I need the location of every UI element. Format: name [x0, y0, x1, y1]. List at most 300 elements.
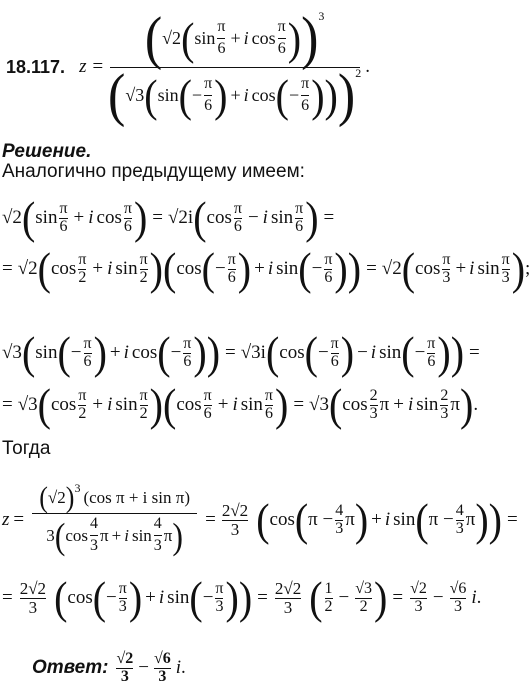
math-minus: −	[202, 587, 214, 608]
solution-heading: Решение.	[2, 141, 92, 162]
math-plus: +	[73, 207, 85, 228]
math-cos: cos	[269, 509, 295, 530]
math-cos: cos	[206, 207, 232, 228]
math-n2: 2	[359, 597, 368, 615]
math-fraction	[119, 581, 127, 616]
math-plus: +	[230, 28, 241, 48]
math-close: )	[488, 493, 502, 546]
math-n6: 6	[277, 40, 286, 57]
math-i: i	[107, 258, 113, 279]
math-i: i	[158, 587, 165, 608]
problem-numerator	[144, 5, 325, 71]
math-sin: sin	[167, 587, 190, 608]
math-close: )	[450, 326, 465, 379]
math-cos: cos	[65, 525, 89, 545]
math-n6: 6	[217, 40, 226, 57]
math-open: (	[415, 493, 429, 546]
answer-line	[32, 644, 186, 692]
math-close: )	[340, 326, 355, 379]
math-open: (	[92, 571, 107, 624]
math-fraction	[275, 580, 301, 617]
math-n3: 3	[46, 525, 55, 545]
math-plus: +	[109, 342, 121, 363]
math-eq: =	[366, 258, 377, 279]
math-sin: sin	[194, 28, 216, 48]
math-n3: 3	[501, 268, 510, 286]
math-cos: cos	[415, 258, 441, 279]
math-close: )	[287, 12, 302, 64]
fraction-bar	[90, 535, 98, 536]
math-fraction	[442, 252, 450, 287]
math-pi: π	[78, 386, 87, 404]
math-cos: cos	[96, 207, 122, 228]
math-i: i	[469, 258, 475, 279]
math-n6: 6	[324, 268, 333, 286]
math-sqrt3: √3	[2, 342, 22, 363]
math-sqrt2: √2	[410, 579, 427, 597]
eq-line-4	[2, 378, 479, 431]
math-n3: 3	[442, 268, 451, 286]
math-pi: π	[324, 250, 333, 268]
math-n6: 6	[59, 217, 68, 235]
math-four-thirds-pi-tail: π	[465, 509, 476, 530]
math-sin: sin	[393, 509, 416, 530]
math-pi-minus: π −	[428, 509, 454, 530]
math-cos-pi-plus-isin-pi: (cos π + i sin π)	[83, 488, 190, 508]
math-open: (	[298, 242, 312, 295]
math-pi: π	[203, 386, 212, 404]
fraction-bar	[301, 95, 309, 96]
math-pi: π	[295, 199, 304, 217]
math-fraction	[59, 201, 67, 236]
math-close: )	[238, 571, 253, 624]
math-close: )	[301, 5, 319, 71]
math-n3: 3	[230, 519, 240, 539]
math-sin: sin	[115, 258, 138, 279]
then-fraction	[32, 480, 197, 557]
fraction-bar	[32, 513, 197, 514]
math-open: (	[256, 493, 270, 546]
math-i: i	[407, 394, 414, 415]
math-open: (	[21, 191, 36, 244]
math-minus: −	[338, 587, 350, 608]
eq-line-6	[2, 572, 481, 624]
math-sqrt2: √2	[116, 649, 134, 667]
math-sup2: 2	[355, 65, 362, 80]
math-eq: =	[323, 207, 335, 228]
math-minus: −	[247, 207, 259, 228]
math-pi: π	[442, 250, 451, 268]
math-open: (	[304, 326, 318, 379]
math-n3: 3	[335, 519, 344, 537]
math-fraction	[78, 252, 86, 287]
math-n1: 1	[324, 579, 333, 597]
math-open: (	[201, 242, 215, 295]
math-n6: 6	[301, 97, 310, 114]
math-sin: sin	[131, 525, 152, 545]
fraction-bar	[217, 38, 225, 39]
math-close: )	[274, 378, 289, 431]
math-n3: 3	[90, 537, 99, 554]
math-sqrt2: √2	[381, 258, 402, 279]
math-pi: π	[163, 525, 173, 545]
math-pi: π	[301, 75, 310, 93]
math-two-sqrt2: 2√2	[221, 500, 249, 520]
math-fraction	[502, 252, 510, 287]
math-pi: π	[217, 18, 226, 36]
math-cos: cos	[50, 258, 77, 279]
math-n2: 2	[369, 386, 378, 404]
math-i: i	[243, 28, 249, 48]
math-pi: π	[123, 199, 132, 217]
math-pi-minus: π −	[308, 509, 334, 530]
math-eq: =	[225, 342, 236, 363]
math-open: (	[181, 12, 195, 64]
math-fraction	[295, 201, 303, 236]
math-sin: sin	[477, 258, 500, 279]
math-cos: cos	[176, 394, 202, 415]
math-group	[46, 516, 183, 555]
math-fraction	[335, 503, 343, 538]
math-four-thirds-pi-tail: π	[345, 509, 355, 530]
math-n2: 2	[139, 268, 148, 286]
math-close: )	[354, 493, 369, 546]
math-pi: π	[277, 18, 286, 36]
math-open: (	[57, 326, 71, 379]
math-n2: 2	[324, 597, 333, 615]
math-open: (	[193, 191, 207, 244]
math-n3: 3	[120, 667, 129, 685]
eq-line-2	[2, 242, 530, 295]
math-fraction	[228, 252, 236, 287]
math-fraction	[116, 651, 133, 686]
math-close: )	[511, 242, 526, 295]
math-cos: cos	[251, 85, 276, 105]
math-open: (	[294, 493, 309, 546]
math-plus: +	[254, 258, 265, 279]
math-open: (	[37, 242, 51, 295]
math-n4: 4	[153, 515, 162, 533]
math-eq: =	[205, 509, 216, 530]
math-n6: 6	[330, 352, 339, 370]
math-open: (	[54, 514, 66, 557]
math-sin: sin	[157, 85, 179, 105]
math-fraction	[84, 336, 92, 371]
math-eq: =	[392, 587, 404, 608]
fraction-bar	[154, 535, 162, 536]
math-period: .	[181, 657, 186, 678]
math-fraction	[78, 388, 86, 423]
math-plus: +	[371, 509, 382, 530]
math-sin: sin	[276, 258, 299, 279]
math-pi: π	[100, 525, 109, 545]
math-plus: +	[217, 394, 229, 415]
math-minus: −	[414, 342, 426, 363]
math-i: i	[107, 394, 113, 415]
math-group	[39, 480, 190, 515]
math-pi: π	[59, 199, 68, 217]
math-pi: π	[118, 579, 127, 597]
math-fraction	[217, 19, 225, 58]
math-pi: π	[379, 394, 390, 415]
math-sqrt3: √3	[355, 579, 373, 597]
math-open: (	[265, 326, 280, 379]
math-pi: π	[450, 394, 460, 415]
math-sqrt2-i: √2i	[167, 207, 194, 228]
math-two-sqrt2: 2√2	[19, 578, 47, 598]
math-eq: =	[2, 587, 13, 608]
math-fraction	[456, 503, 464, 538]
math-minus: −	[214, 258, 226, 279]
math-i: i	[88, 207, 94, 228]
math-sin: sin	[115, 394, 138, 415]
math-period: .	[476, 587, 482, 608]
problem-z: z =	[79, 56, 105, 77]
math-cos: cos	[342, 394, 368, 415]
math-sqrt2: √2	[17, 258, 38, 279]
math-n3: 3	[369, 404, 378, 422]
math-sin: sin	[35, 207, 58, 228]
math-i: i	[123, 342, 129, 363]
math-n6: 6	[183, 352, 192, 370]
math-n6: 6	[123, 217, 132, 235]
math-open: (	[54, 571, 68, 624]
math-i: i	[471, 587, 477, 608]
math-n6: 6	[264, 404, 273, 422]
math-pi: π	[233, 199, 242, 217]
eq-line-1	[2, 191, 335, 244]
math-pi: π	[227, 250, 236, 268]
math-n3: 3	[283, 597, 293, 617]
math-fraction	[325, 581, 333, 616]
math-sqrt3: √3	[17, 394, 38, 415]
math-open: (	[144, 69, 158, 121]
math-n3: 3	[158, 667, 167, 685]
math-pi: π	[139, 250, 148, 268]
math-close: )	[460, 378, 474, 431]
math-n2: 2	[78, 268, 87, 286]
math-minus: −	[432, 587, 444, 608]
math-n3: 3	[153, 537, 162, 554]
math-close: )	[128, 571, 143, 624]
math-fraction	[215, 581, 223, 616]
math-open: (	[162, 242, 177, 295]
math-pi: π	[83, 334, 92, 352]
math-n6: 6	[233, 217, 242, 235]
then-text: Тогда	[2, 438, 51, 459]
math-pi: π	[183, 334, 192, 352]
math-fraction	[331, 336, 339, 371]
math-fraction	[355, 581, 372, 616]
math-minus: −	[311, 258, 323, 279]
math-minus: −	[70, 342, 82, 363]
math-plus: +	[145, 587, 156, 608]
math-close: )	[324, 69, 338, 121]
math-pi: π	[501, 250, 510, 268]
math-n3: 3	[414, 597, 423, 615]
math-n6: 6	[83, 352, 92, 370]
math-cos: cos	[176, 258, 202, 279]
math-close: )	[334, 242, 348, 295]
fraction-bar	[278, 38, 286, 39]
math-n2: 2	[78, 404, 87, 422]
math-eq: =	[506, 509, 518, 530]
math-close: )	[347, 242, 362, 295]
math-open: (	[39, 480, 48, 515]
math-pi: π	[427, 334, 436, 352]
math-n3: 3	[28, 597, 38, 617]
math-sin: sin	[240, 394, 263, 415]
answer-label: Ответ:	[32, 657, 109, 678]
math-close: )	[133, 191, 148, 244]
math-n6: 6	[227, 268, 236, 286]
math-minus: −	[106, 587, 117, 608]
math-pi: π	[204, 75, 213, 93]
math-fraction	[183, 336, 191, 371]
math-close: )	[311, 69, 325, 121]
math-close: )	[475, 493, 489, 546]
math-close: )	[206, 326, 221, 379]
math-plus: +	[92, 394, 104, 415]
math-n4: 4	[90, 515, 99, 533]
math-plus: +	[92, 258, 104, 279]
math-cos: cos	[50, 394, 77, 415]
math-eq: =	[2, 258, 13, 279]
math-open: (	[275, 69, 289, 121]
math-open: (	[309, 571, 323, 624]
math-period: .	[473, 394, 479, 415]
math-close: )	[172, 514, 184, 557]
math-close: )	[437, 326, 451, 379]
problem-denominator	[108, 62, 362, 128]
math-sin: sin	[35, 342, 58, 363]
math-minus: −	[138, 657, 149, 678]
problem-number: 18.117.	[6, 56, 66, 77]
math-n3: 3	[455, 519, 464, 537]
math-n3: 3	[215, 597, 224, 615]
math-pi: π	[139, 386, 148, 404]
math-i: i	[175, 657, 182, 678]
math-fraction	[427, 336, 435, 371]
math-sqrt2: √2	[47, 488, 66, 508]
math-minus: −	[288, 85, 300, 105]
math-i: i	[384, 509, 391, 530]
math-fraction	[140, 388, 148, 423]
math-eq: =	[293, 394, 305, 415]
math-close: )	[374, 571, 388, 624]
math-fraction	[154, 651, 171, 686]
math-fraction	[124, 201, 132, 236]
math-fraction	[140, 252, 148, 287]
math-open: (	[37, 378, 51, 431]
math-close: )	[149, 378, 163, 431]
math-fraction	[370, 388, 378, 423]
math-fraction	[278, 19, 286, 58]
math-open: (	[162, 378, 177, 431]
math-plus: +	[230, 85, 241, 105]
math-sqrt6: √6	[153, 649, 171, 667]
math-fraction	[324, 252, 332, 287]
eq-line-5	[2, 470, 518, 570]
math-sqrt2: √2	[162, 28, 182, 48]
math-open: (	[328, 378, 343, 431]
math-n2: 2	[139, 404, 148, 422]
math-open: (	[108, 62, 126, 128]
math-z: z	[2, 509, 10, 530]
math-close: )	[305, 191, 319, 244]
math-fraction	[204, 76, 212, 115]
math-sqrt3-i: √3i	[240, 342, 266, 363]
math-close: )	[65, 480, 75, 515]
math-n2: 2	[440, 386, 449, 404]
math-plus: +	[393, 394, 404, 415]
math-pi: π	[264, 386, 273, 404]
math-cos: cos	[279, 342, 305, 363]
math-i: i	[124, 525, 129, 545]
math-n6: 6	[204, 97, 213, 114]
math-close: )	[214, 69, 228, 121]
math-open: (	[144, 5, 163, 71]
math-fraction	[20, 580, 46, 617]
math-semicolon: ;	[525, 258, 530, 279]
math-plus: +	[111, 525, 122, 545]
math-open: (	[189, 571, 203, 624]
math-eq: =	[257, 587, 268, 608]
math-fraction	[222, 502, 248, 539]
math-minus: −	[170, 342, 182, 363]
math-n6: 6	[203, 404, 212, 422]
math-open: (	[178, 69, 192, 121]
math-n3: 3	[453, 597, 462, 615]
eq-line-3	[2, 326, 480, 379]
fraction-bar	[204, 95, 212, 96]
math-sin: sin	[379, 342, 402, 363]
math-open: (	[401, 242, 416, 295]
math-i: i	[243, 85, 249, 105]
problem-fraction	[108, 5, 362, 128]
problem-line	[6, 2, 370, 132]
math-n4: 4	[335, 501, 344, 519]
math-close: )	[237, 242, 252, 295]
math-i: i	[262, 207, 268, 228]
math-sqrt3: √3	[309, 394, 329, 415]
math-open: (	[401, 326, 415, 379]
math-two-sqrt2: 2√2	[274, 578, 302, 598]
math-open: (	[157, 326, 171, 379]
math-cos: cos	[131, 342, 158, 363]
math-eq: =	[2, 394, 13, 415]
math-sin: sin	[416, 394, 439, 415]
math-eq: =	[152, 207, 163, 228]
math-fraction	[234, 201, 242, 236]
math-sqrt6: √6	[449, 579, 467, 597]
math-n6: 6	[295, 217, 304, 235]
math-cos: cos	[251, 28, 276, 48]
intro-text: Аналогично предыдущему имеем:	[2, 161, 305, 182]
math-minus: −	[357, 342, 368, 363]
math-fraction	[204, 388, 212, 423]
math-fraction	[265, 388, 273, 423]
math-fraction	[440, 388, 448, 423]
math-fraction	[301, 76, 309, 115]
math-period: .	[365, 56, 370, 77]
math-pi: π	[330, 334, 339, 352]
math-close: )	[225, 571, 239, 624]
math-close: )	[193, 326, 207, 379]
math-minus: −	[191, 85, 203, 105]
math-n3: 3	[440, 404, 449, 422]
math-close: )	[93, 326, 107, 379]
